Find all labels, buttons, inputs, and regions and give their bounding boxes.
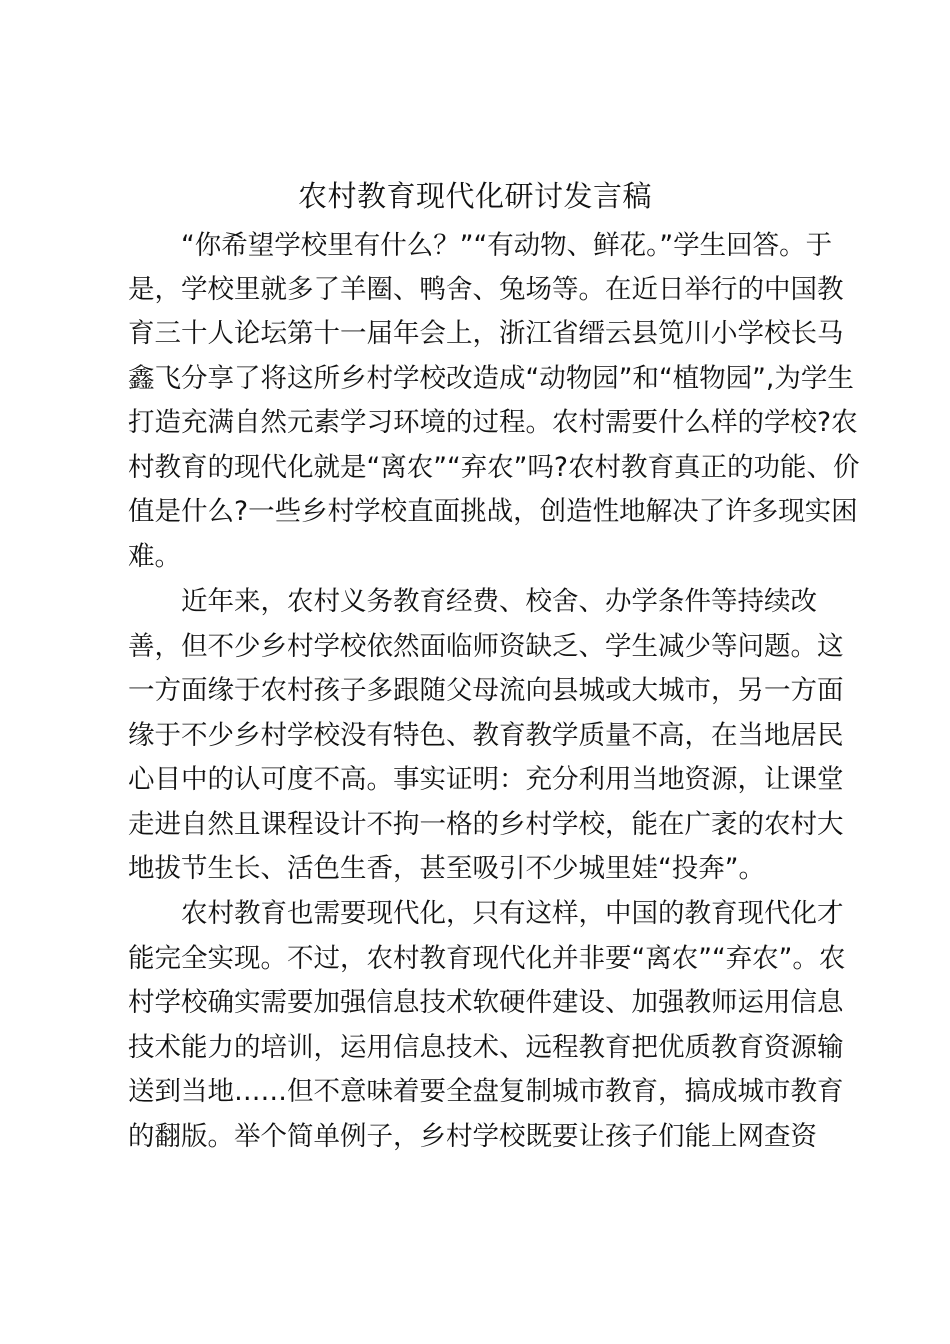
document-title: 农村教育现代化研讨发言稿 <box>297 179 652 213</box>
text-line: 地拔节生长、活色生香，甚至吸引不少城里娃“投奔”。 <box>128 853 765 884</box>
text-line: 送到当地……但不意味着要全盘复制城市教育，搞成城市教育 <box>128 1076 844 1107</box>
text-line: 村教育的现代化就是“离农”“弃农”吗?农村教育真正的功能、价 <box>128 452 860 483</box>
text-line: 技术能力的培训，运用信息技术、远程教育把优质教育资源输 <box>128 1032 844 1063</box>
text-line: 育三十人论坛第十一届年会上，浙江省缙云县笕川小学校长马 <box>128 318 844 349</box>
text-line: 走进自然且课程设计不拘一格的乡村学校，能在广袤的农村大 <box>128 809 844 840</box>
text-line: 缘于不少乡村学校没有特色、教育教学质量不高，在当地居民 <box>128 720 844 751</box>
text-line: 一方面缘于农村孩子多跟随父母流向县城或大城市，另一方面 <box>128 675 844 706</box>
text-line: “你希望学校里有什么？”“有动物、鲜花。”学生回答。于 <box>181 230 833 261</box>
text-line: 打造充满自然元素学习环境的过程。农村需要什么样的学校?农 <box>128 407 858 438</box>
text-line: 善，但不少乡村学校依然面临师资缺乏、学生减少等问题。这 <box>128 631 844 662</box>
text-line: 能完全实现。不过，农村教育现代化并非要“离农”“弃农”。农 <box>128 943 846 974</box>
text-line: 的翻版。举个简单例子，乡村学校既要让孩子们能上网查资 <box>128 1121 817 1152</box>
text-line: 鑫飞分享了将这所乡村学校改造成“动物园”和“植物园”,为学生 <box>128 363 854 394</box>
text-line: 值是什么?一些乡村学校直面挑战，创造性地解决了许多现实困 <box>128 496 858 527</box>
text-line: 难。 <box>128 541 181 572</box>
text-line: 近年来，农村义务教育经费、校舍、办学条件等持续改 <box>181 586 817 617</box>
text-line: 农村教育也需要现代化，只有这样，中国的教育现代化才 <box>181 898 844 929</box>
text-line: 心目中的认可度不高。事实证明：充分利用当地资源，让课堂 <box>128 764 844 795</box>
text-line: 村学校确实需要加强信息技术软硬件建设、加强教师运用信息 <box>128 987 844 1018</box>
text-line: 是，学校里就多了羊圈、鸭舍、兔场等。在近日举行的中国教 <box>128 274 844 305</box>
